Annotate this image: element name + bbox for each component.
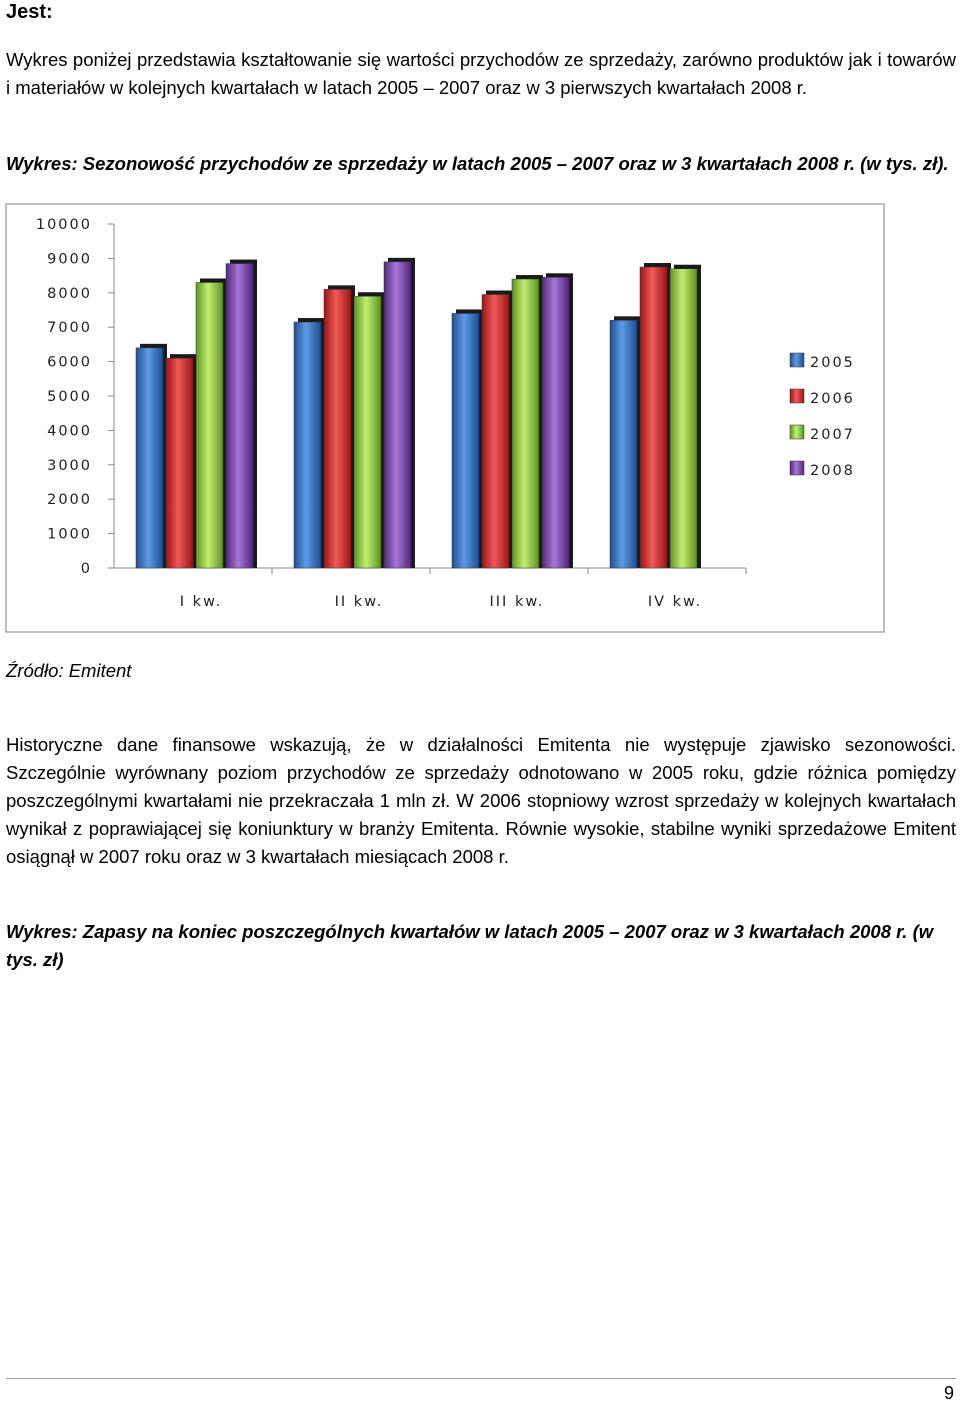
y-tick-label: 7000 xyxy=(47,320,92,337)
bar-2008-1 xyxy=(226,264,253,568)
y-tick-label: 3000 xyxy=(47,457,92,474)
y-tick-label: 10000 xyxy=(35,217,92,233)
bar-2005-3 xyxy=(452,313,479,568)
legend-swatch-2006 xyxy=(790,389,804,403)
legend-label-2005: 2005 xyxy=(810,355,855,371)
x-tick-label: IV kw. xyxy=(647,594,703,610)
y-tick-label: 9000 xyxy=(47,251,92,268)
x-tick-label: I kw. xyxy=(179,594,223,610)
x-tick-label: III kw. xyxy=(489,594,545,610)
bar-2007-4 xyxy=(670,269,697,568)
revenue-seasonality-chart xyxy=(0,200,900,636)
bar-2006-3 xyxy=(482,295,509,568)
legend-label-2007: 2007 xyxy=(810,427,855,443)
legend-swatch-2007 xyxy=(790,425,804,439)
y-tick-label: 0 xyxy=(80,561,92,577)
second-chart-caption: Wykres: Zapasy na koniec poszczególnych kwartałów w latach 2005 – 2007 oraz w 3 kwartałach 2008 r. (w tys. zł) xyxy=(6,921,934,970)
bar-2006-4 xyxy=(640,267,667,568)
bar-2008-2 xyxy=(384,262,411,568)
legend-label-2008: 2008 xyxy=(810,463,855,479)
footer-divider xyxy=(6,1378,956,1379)
y-tick-label: 5000 xyxy=(47,389,92,405)
y-tick-label: 8000 xyxy=(47,285,92,302)
intro-paragraph: Wykres poniżej przedstawia kształtowanie się wartości przychodów ze sprzedaży, zarówno produktów jak i towarów i materiałów w kolejnych kwartałach w latach 2005 – 2007 oraz w 3 pierwszych kwartałach 2008 r. xyxy=(6,49,956,98)
chart-caption: Wykres: Sezonowość przychodów ze sprzedaży w latach 2005 – 2007 oraz w 3 kwartałach 2008 r. (w tys. zł). xyxy=(6,153,949,174)
bar-2006-2 xyxy=(324,289,351,568)
page-number: 9 xyxy=(943,1383,954,1403)
section-heading: Jest: xyxy=(6,1,53,23)
y-tick-label: 1000 xyxy=(47,526,92,543)
bar-2007-1 xyxy=(196,282,223,568)
x-tick-label: II kw. xyxy=(334,594,384,610)
y-tick-label: 2000 xyxy=(47,492,92,509)
bar-2007-2 xyxy=(354,296,381,568)
source-note: Źródło: Emitent xyxy=(6,660,132,681)
legend-swatch-2005 xyxy=(790,353,804,367)
bar-2007-3 xyxy=(512,279,539,568)
y-tick-label: 4000 xyxy=(47,423,92,440)
bar-2006-1 xyxy=(166,358,193,568)
bar-2005-2 xyxy=(294,322,321,568)
bar-2005-1 xyxy=(136,348,163,568)
bar-2005-4 xyxy=(610,320,637,568)
y-tick-label: 6000 xyxy=(47,354,92,371)
legend-label-2006: 2006 xyxy=(810,391,855,407)
legend-swatch-2008 xyxy=(790,461,804,475)
bar-2008-3 xyxy=(542,277,569,568)
analysis-paragraph: Historyczne dane finansowe wskazują, że w działalności Emitenta nie występuje zjawisko sezonowości. Szczególnie wyrównany poziom przychodów ze sprzedaży odnotowano w 2005 roku, gdzie różnica pomiędzy poszczególnymi kwartałami nie przekraczała 1 mln zł. W 2006 stopniowy wzrost sprzedaży w kolejnych kwartałach wynikał z poprawiającej się koniunktury w branży Emitenta. Równie wysokie, stabilne wyniki sprzedażowe Emitent osiągnął w 2007 roku oraz w 3 kwartałach miesiącach 2008 r. xyxy=(6,734,956,867)
